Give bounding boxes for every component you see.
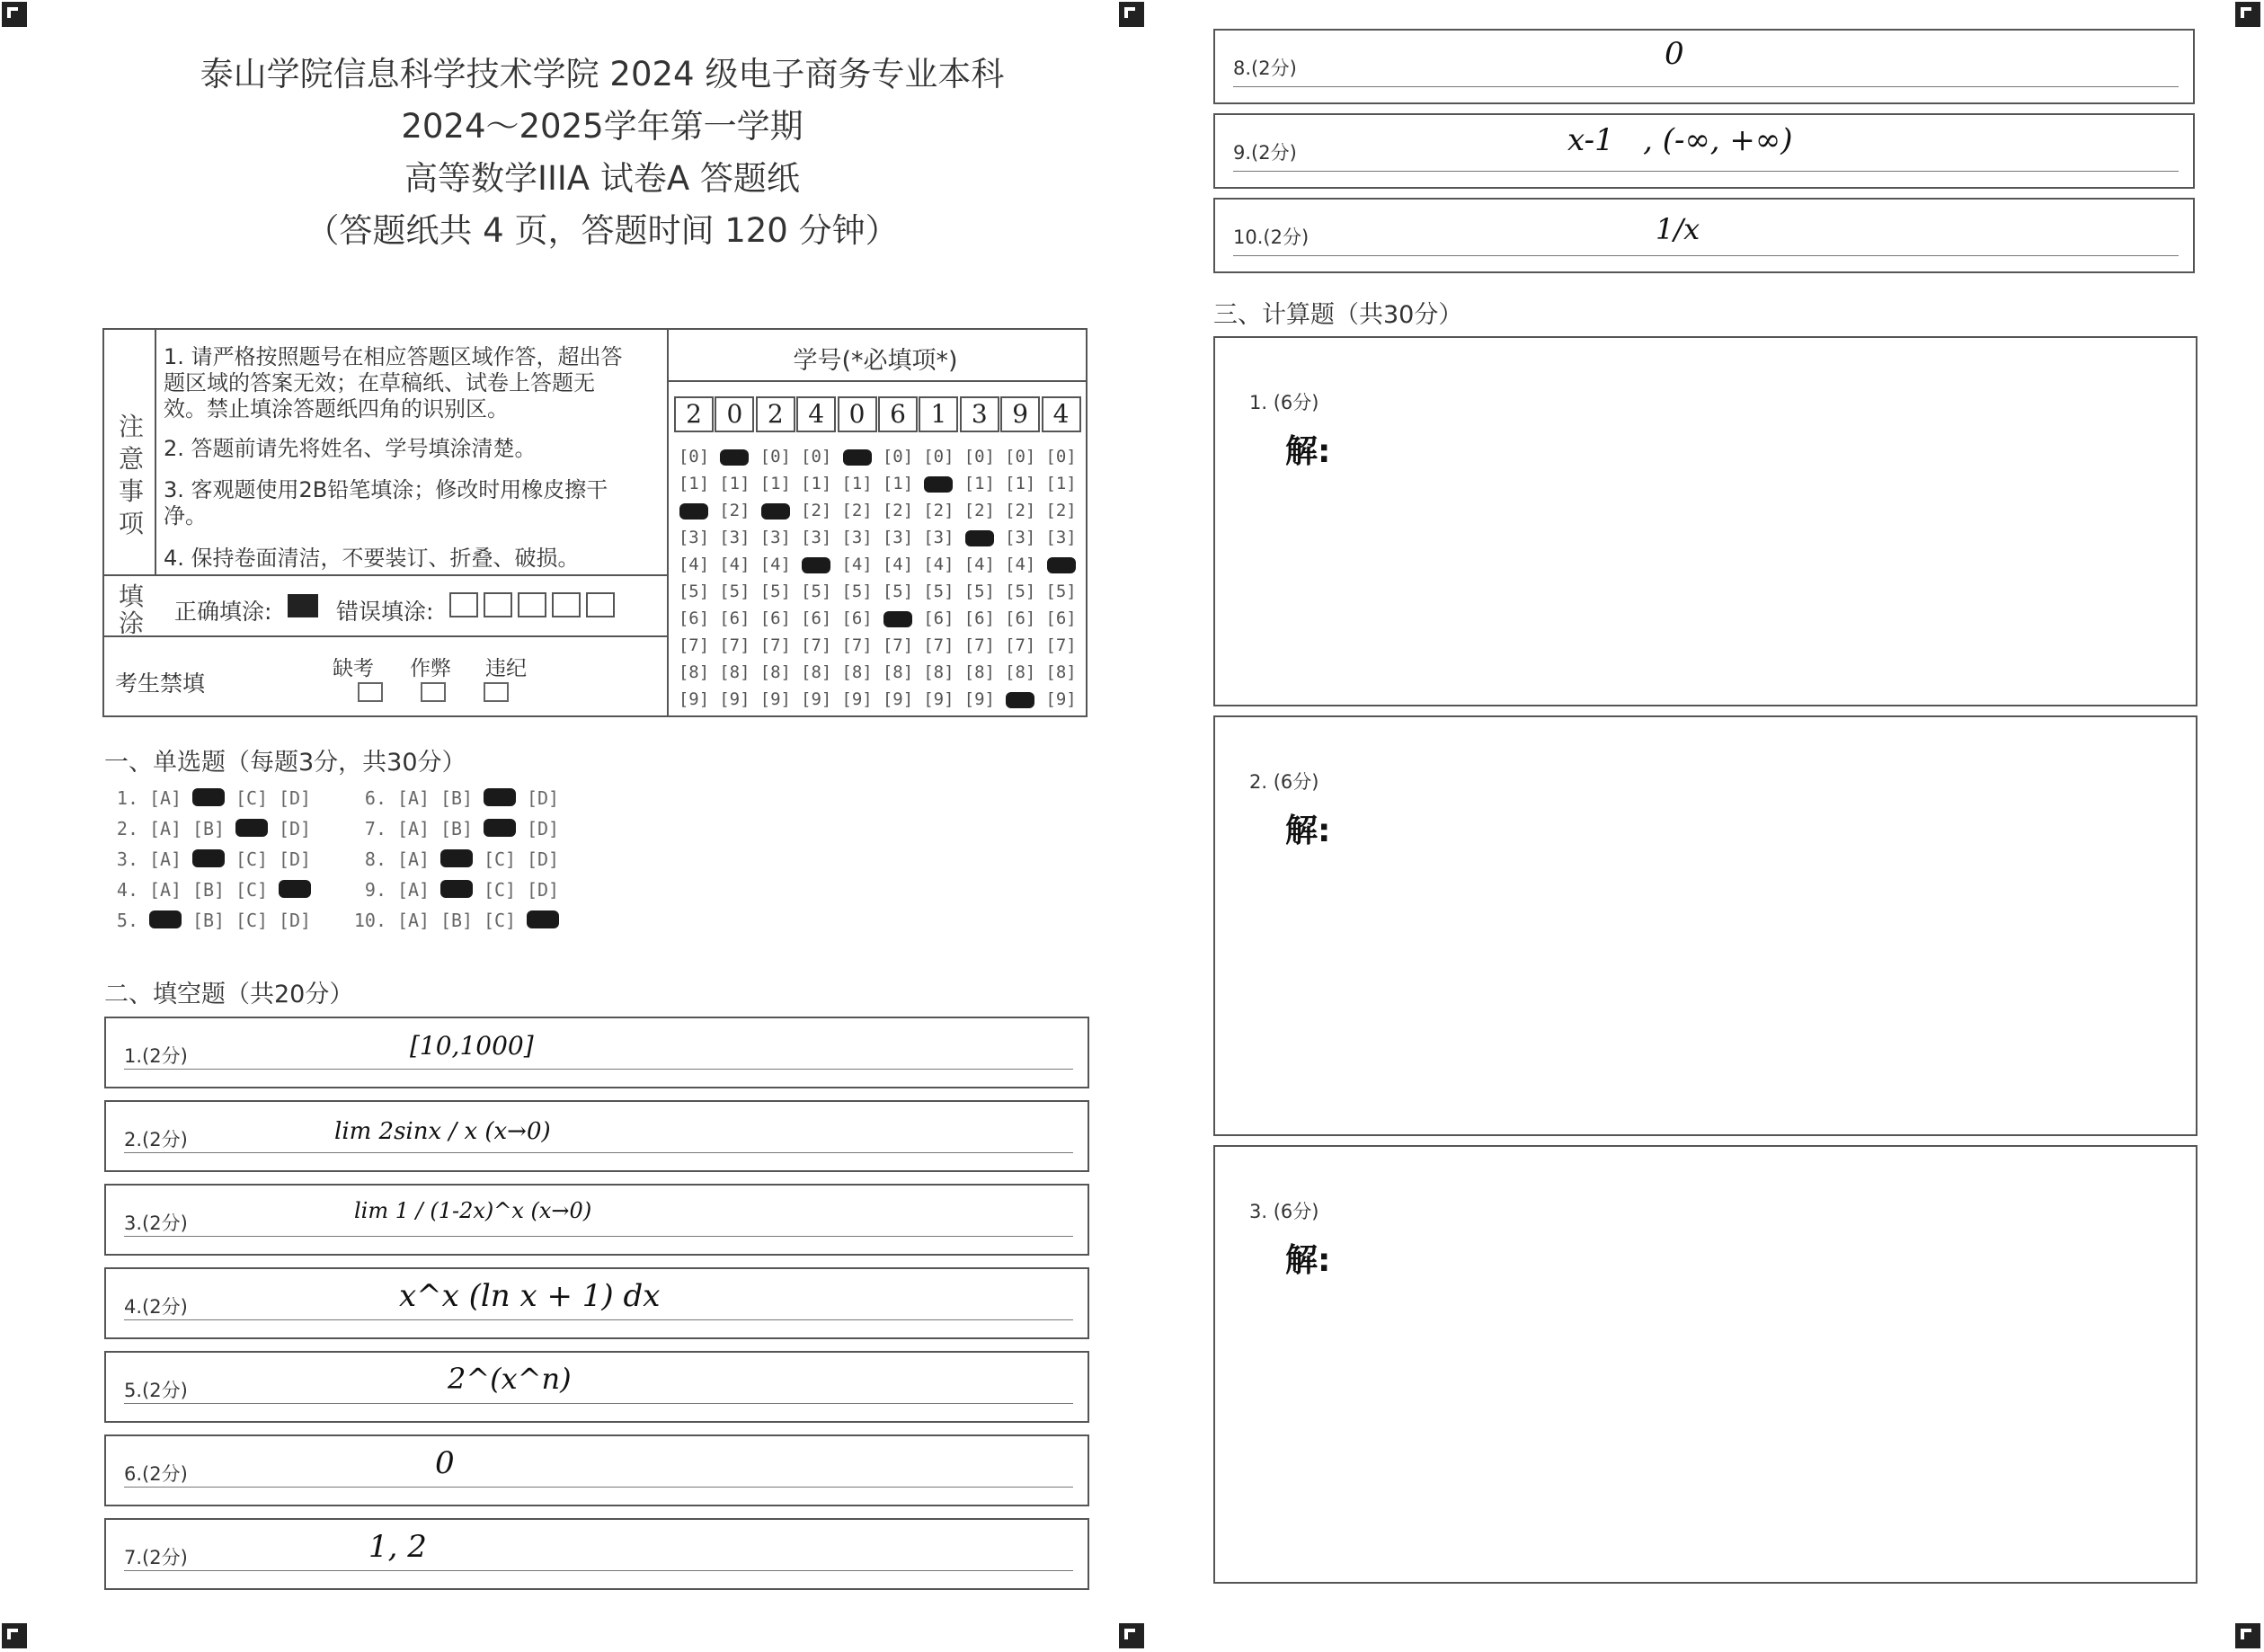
wrong-fill-tick [449, 592, 478, 617]
mc-option-c[interactable]: [C] [235, 787, 269, 809]
student-id-bubble[interactable]: [5] [719, 582, 750, 601]
student-id-bubble[interactable]: [2] [882, 501, 914, 520]
mc-option-a[interactable]: [A] [148, 818, 182, 839]
student-id-bubble[interactable]: [7] [759, 635, 791, 655]
mc-question-number: 10. [353, 910, 386, 931]
student-id-digit-6[interactable]: 6 [878, 396, 918, 432]
student-id-bubble[interactable]: [8] [963, 662, 995, 682]
student-id-bubble[interactable]: [4] [1005, 555, 1036, 574]
mc-option-c[interactable]: [C] [235, 879, 269, 901]
student-id-bubble[interactable]: [5] [678, 582, 710, 601]
student-id-bubble[interactable]: [8] [719, 662, 750, 682]
student-id-bubble[interactable] [676, 501, 712, 520]
student-id-bubble[interactable]: [6] [678, 608, 710, 628]
mc-question-4 [104, 879, 316, 901]
student-id-bubble[interactable]: [0] [882, 447, 914, 466]
mc-option-a[interactable]: [A] [148, 879, 182, 901]
mc-option-c[interactable]: [C] [235, 910, 269, 931]
wrong-fill-dot [586, 592, 615, 617]
cheat-checkbox[interactable] [421, 682, 446, 702]
fill-answer-box-10: 10.(2分) 1/x [1213, 198, 2195, 273]
student-id-bubble[interactable]: [8] [1005, 662, 1036, 682]
student-id-bubble[interactable] [1043, 555, 1079, 574]
calc-answer-box-2: 2. (6分) 解: [1213, 715, 2197, 1136]
student-id-bubble[interactable]: [0] [963, 447, 995, 466]
mc-question-5 [104, 910, 316, 931]
student-id-bubble[interactable]: [5] [841, 582, 873, 601]
wrong-fill-line [484, 592, 512, 617]
student-id-bubble[interactable]: [3] [801, 528, 832, 547]
fill-answer-3: lim 1 / (1-2x)^x (x→0) [354, 1198, 592, 1223]
student-id-bubble[interactable]: [8] [678, 662, 710, 682]
mc-question-number: 5. [116, 910, 138, 931]
fill-answer-box-9: 9.(2分) x-1 , (-∞, +∞) [1213, 113, 2195, 189]
wrong-fill-circle [552, 592, 581, 617]
mc-option-a[interactable] [144, 910, 187, 931]
fill-answer-9: x-1 , (-∞, +∞) [1567, 122, 1793, 158]
student-id-bubble[interactable]: [8] [1045, 662, 1077, 682]
header-school: 泰山学院信息科学技术学院 2024 级电子商务专业本科 [200, 55, 1005, 93]
calc-answer-box-3: 3. (6分) 解: [1213, 1145, 2197, 1584]
student-id-bubble[interactable]: [6] [719, 608, 750, 628]
student-id-bubble[interactable]: [4] [963, 555, 995, 574]
corner-mark-top-middle [1119, 2, 1144, 27]
fill-answer-box-2: 2.(2分) lim 2sinx / x (x→0) [104, 1100, 1089, 1172]
student-id-bubble[interactable]: [7] [963, 635, 995, 655]
student-id-bubble[interactable]: [0] [923, 447, 954, 466]
student-id-bubble[interactable]: [2] [1045, 501, 1077, 520]
mc-option-b[interactable] [435, 879, 478, 901]
mc-option-c[interactable] [230, 818, 273, 839]
mc-option-c[interactable]: [C] [483, 879, 517, 901]
fill-answer-4: x^x (ln x + 1) dx [399, 1278, 661, 1314]
student-id-bubble[interactable]: [3] [759, 528, 791, 547]
student-id-digit-10[interactable]: 4 [1042, 396, 1081, 432]
mc-option-b[interactable]: [B] [439, 818, 474, 839]
student-id-bubble[interactable]: [2] [841, 501, 873, 520]
mc-option-a[interactable]: [A] [148, 848, 182, 870]
mc-question-1 [104, 787, 316, 809]
student-id-bubble[interactable]: [2] [923, 501, 954, 520]
fill-answer-1: [10,1000] [410, 1031, 534, 1061]
mc-question-number: 2. [116, 818, 138, 839]
student-id-bubble[interactable]: [5] [882, 582, 914, 601]
student-id-bubble[interactable]: [9] [759, 689, 791, 709]
student-id-bubble[interactable] [798, 555, 834, 574]
student-id-bubble[interactable]: [7] [882, 635, 914, 655]
student-id-bubble[interactable]: [3] [882, 528, 914, 547]
student-id-bubble[interactable]: [7] [801, 635, 832, 655]
mc-question-10 [352, 910, 564, 931]
student-id-bubble[interactable]: [8] [923, 662, 954, 682]
student-id-bubble[interactable] [758, 501, 794, 520]
mc-option-a[interactable]: [A] [396, 848, 431, 870]
mc-question-number: 6. [364, 787, 386, 809]
student-id-bubble[interactable]: [1] [1045, 474, 1077, 493]
student-id-bubble[interactable]: [8] [841, 662, 873, 682]
student-id-bubble[interactable]: [2] [719, 501, 750, 520]
mc-option-a[interactable]: [A] [396, 787, 431, 809]
mc-question-7 [352, 818, 564, 839]
student-id-bubble[interactable]: [0] [759, 447, 791, 466]
student-id-bubble[interactable]: [3] [719, 528, 750, 547]
info-block [102, 328, 1088, 717]
calc-answer-3-start: 解: [1285, 1242, 1331, 1279]
student-id-bubble[interactable]: [5] [801, 582, 832, 601]
student-id-bubble[interactable]: [2] [801, 501, 832, 520]
student-id-bubble[interactable]: [1] [801, 474, 832, 493]
student-id-bubble[interactable] [839, 447, 875, 466]
correct-fill-label: 正确填涂: [174, 599, 272, 625]
section3-title: 三、计算题（共30分） [1213, 301, 1463, 329]
student-id-bubble[interactable]: [5] [923, 582, 954, 601]
notice-label: 注 意 事 项 [118, 412, 144, 538]
mc-question-number: 3. [116, 848, 138, 870]
student-id-bubble[interactable]: [7] [1045, 635, 1077, 655]
mc-option-c[interactable]: [C] [483, 910, 517, 931]
student-id-bubble[interactable]: [1] [759, 474, 791, 493]
fill-answer-box-5: 5.(2分) 2^(x^n) [104, 1351, 1089, 1423]
student-id-bubble[interactable]: [6] [801, 608, 832, 628]
mc-question-number: 7. [364, 818, 386, 839]
student-id-bubble[interactable]: [4] [678, 555, 710, 574]
student-id-bubble[interactable]: [1] [719, 474, 750, 493]
student-id-bubble[interactable]: [0] [1005, 447, 1036, 466]
mc-option-a[interactable]: [A] [148, 787, 182, 809]
mc-option-d[interactable]: [D] [278, 848, 312, 870]
violation-checkbox[interactable] [484, 682, 509, 702]
cheat-label: 作弊 [410, 657, 451, 680]
student-id-digit-8[interactable]: 3 [960, 396, 999, 432]
notice-rule-1: 1. 请严格按照题号在相应答题区域作答，超出答题区域的答案无效；在草稿纸、试卷上答题无效。禁止填涂答题纸四角的识别区。 [164, 344, 623, 422]
mc-option-d[interactable] [273, 879, 316, 901]
mc-option-d[interactable]: [D] [278, 818, 312, 839]
student-id-title: 学号(*必填项*) [793, 347, 958, 375]
student-id-bubble[interactable]: [7] [719, 635, 750, 655]
student-id-digit-3[interactable]: 2 [756, 396, 795, 432]
corner-mark-top-left [2, 2, 27, 27]
mc-option-d[interactable]: [D] [526, 848, 560, 870]
student-id-bubble[interactable] [716, 447, 752, 466]
mc-option-c[interactable]: [C] [235, 848, 269, 870]
fill-answer-box-1: 1.(2分) [10,1000] [104, 1017, 1089, 1088]
mc-question-3 [104, 848, 316, 870]
student-id-bubble[interactable]: [3] [923, 528, 954, 547]
student-id-bubble[interactable] [880, 608, 916, 628]
fill-label: 填 涂 [118, 583, 144, 634]
student-id-bubble[interactable]: [7] [1005, 635, 1036, 655]
student-id-digit-5[interactable]: 0 [838, 396, 877, 432]
wrong-fill-label: 错误填涂: [336, 599, 434, 625]
notice-rule-3: 3. 客观题使用2B铅笔填涂；修改时用橡皮擦干净。 [164, 477, 608, 528]
student-id-bubble[interactable]: [3] [841, 528, 873, 547]
student-id-bubble[interactable]: [3] [678, 528, 710, 547]
calc-answer-2-start: 解: [1285, 813, 1331, 849]
mc-option-b[interactable]: [B] [439, 910, 474, 931]
student-id-bubble[interactable]: [9] [882, 689, 914, 709]
mc-option-b[interactable] [435, 848, 478, 870]
fill-answer-box-3: 3.(2分) lim 1 / (1-2x)^x (x→0) [104, 1184, 1089, 1256]
student-id-bubble[interactable]: [0] [678, 447, 710, 466]
fill-answer-box-7: 7.(2分) 1, 2 [104, 1518, 1089, 1590]
fill-answer-6: 0 [435, 1445, 455, 1481]
student-id-digit-9[interactable]: 9 [1000, 396, 1040, 432]
mc-option-b[interactable] [187, 787, 230, 809]
student-id-bubble[interactable]: [4] [719, 555, 750, 574]
header-term: 2024～2025学年第一学期 [401, 107, 803, 146]
mc-option-d[interactable]: [D] [278, 910, 312, 931]
mc-option-b[interactable]: [B] [191, 818, 226, 839]
corner-mark-bottom-left [2, 1623, 27, 1648]
mc-option-b[interactable]: [B] [191, 879, 226, 901]
fill-answer-5: 2^(x^n) [448, 1362, 572, 1396]
mc-question-2 [104, 818, 316, 839]
student-id-digit-7[interactable]: 1 [919, 396, 958, 432]
mc-question-9 [352, 879, 564, 901]
mc-option-b[interactable]: [B] [439, 787, 474, 809]
mc-option-c[interactable] [478, 818, 521, 839]
mc-option-d[interactable]: [D] [526, 879, 560, 901]
mc-option-d[interactable]: [D] [278, 787, 312, 809]
calc-answer-1-start: 解: [1285, 433, 1331, 470]
mc-question-6 [352, 787, 564, 809]
student-id-bubble[interactable]: [6] [1005, 608, 1036, 628]
mc-question-number: 4. [116, 879, 138, 901]
fill-answer-10: 1/x [1656, 212, 1700, 246]
mc-question-number: 1. [116, 787, 138, 809]
mc-option-b[interactable] [187, 848, 230, 870]
student-id-bubble[interactable]: [6] [759, 608, 791, 628]
wrong-fill-dash [518, 592, 546, 617]
student-id-bubble[interactable]: [9] [678, 689, 710, 709]
student-id-digit-4[interactable]: 4 [796, 396, 836, 432]
student-id-bubble[interactable]: [4] [882, 555, 914, 574]
mc-question-number: 8. [364, 848, 386, 870]
mc-option-a[interactable]: [A] [396, 879, 431, 901]
absent-checkbox[interactable] [358, 682, 383, 702]
student-id-digit-1[interactable]: 2 [674, 396, 714, 432]
header-paper: 高等数学IIIA 试卷A 答题纸 [404, 159, 800, 198]
fill-answer-box-4: 4.(2分) x^x (ln x + 1) dx [104, 1267, 1089, 1339]
student-id-bubble[interactable]: [9] [1045, 689, 1077, 709]
mc-option-a[interactable]: [A] [396, 910, 431, 931]
student-id-bubble[interactable]: [9] [841, 689, 873, 709]
student-id-bubble[interactable]: [7] [841, 635, 873, 655]
student-id-bubble[interactable]: [2] [1005, 501, 1036, 520]
student-id-bubble[interactable]: [1] [678, 474, 710, 493]
notice-rule-4: 4. 保持卷面清洁，不要装订、折叠、破损。 [164, 546, 580, 571]
student-id-bubble[interactable]: [1] [963, 474, 995, 493]
student-id-bubble[interactable] [920, 474, 956, 493]
mc-option-d[interactable]: [D] [526, 787, 560, 809]
calc-answer-box-1: 1. (6分) 解: [1213, 336, 2197, 706]
mc-option-d[interactable]: [D] [526, 818, 560, 839]
corner-mark-top-right [2235, 2, 2260, 27]
student-id-bubble[interactable]: [0] [1045, 447, 1077, 466]
student-id-bubble[interactable]: [3] [1005, 528, 1036, 547]
student-id-digit-2[interactable]: 0 [715, 396, 754, 432]
mc-option-b[interactable]: [B] [191, 910, 226, 931]
student-id-bubble[interactable]: [5] [1005, 582, 1036, 601]
student-id-bubble[interactable]: [5] [759, 582, 791, 601]
section2-title: 二、填空题（共20分） [104, 981, 354, 1008]
student-id-bubble[interactable] [962, 528, 998, 547]
student-id-bubble[interactable]: [8] [882, 662, 914, 682]
student-id-bubble[interactable]: [4] [841, 555, 873, 574]
mc-question-8 [352, 848, 564, 870]
student-id-bubble[interactable]: [1] [882, 474, 914, 493]
student-id-bubble[interactable] [1002, 689, 1038, 709]
corner-mark-bottom-right [2235, 1623, 2260, 1648]
student-id-bubble[interactable]: [9] [719, 689, 750, 709]
student-id-bubble[interactable]: [0] [801, 447, 832, 466]
student-id-bubble[interactable]: [6] [963, 608, 995, 628]
student-id-bubble[interactable]: [5] [963, 582, 995, 601]
absent-label: 缺考 [333, 657, 374, 680]
student-id-bubble[interactable]: [7] [923, 635, 954, 655]
violation-label: 违纪 [485, 657, 527, 680]
mc-option-a[interactable]: [A] [396, 818, 431, 839]
student-id-bubble[interactable]: [1] [1005, 474, 1036, 493]
student-id-bubble[interactable]: [3] [1045, 528, 1077, 547]
student-id-bubble[interactable]: [8] [801, 662, 832, 682]
student-id-bubble[interactable]: [9] [963, 689, 995, 709]
fill-answer-box-6: 6.(2分) 0 [104, 1434, 1089, 1506]
corner-mark-bottom-middle [1119, 1623, 1144, 1648]
notice-rule-2: 2. 答题前请先将姓名、学号填涂清楚。 [164, 436, 537, 461]
student-id-bubble[interactable]: [7] [678, 635, 710, 655]
section1-title: 一、单选题（每题3分，共30分） [104, 749, 466, 777]
student-id-bubble[interactable]: [8] [759, 662, 791, 682]
fill-answer-2: lim 2sinx / x (x→0) [334, 1118, 551, 1145]
student-id-bubble[interactable]: [4] [923, 555, 954, 574]
correct-fill-example [288, 594, 318, 617]
mc-option-c[interactable]: [C] [483, 848, 517, 870]
header-note: （答题纸共 4 页，答题时间 120 分钟） [306, 211, 899, 250]
student-id-bubble[interactable]: [9] [801, 689, 832, 709]
fill-answer-7: 1, 2 [368, 1529, 427, 1565]
mc-option-d[interactable] [521, 910, 564, 931]
mc-option-c[interactable] [478, 787, 521, 809]
student-id-bubble[interactable]: [2] [963, 501, 995, 520]
student-id-bubble[interactable]: [1] [841, 474, 873, 493]
fill-answer-box-8: 8.(2分) 0 [1213, 29, 2195, 104]
exam-staff-label: 考生禁填 [115, 671, 206, 697]
student-id-bubble[interactable]: [4] [759, 555, 791, 574]
student-id-bubble[interactable]: [9] [923, 689, 954, 709]
student-id-bubble[interactable]: [5] [1045, 582, 1077, 601]
fill-answer-8: 0 [1665, 36, 1684, 72]
student-id-bubble[interactable]: [6] [923, 608, 954, 628]
student-id-bubble[interactable]: [6] [1045, 608, 1077, 628]
student-id-bubble[interactable]: [6] [841, 608, 873, 628]
mc-question-number: 9. [364, 879, 386, 901]
